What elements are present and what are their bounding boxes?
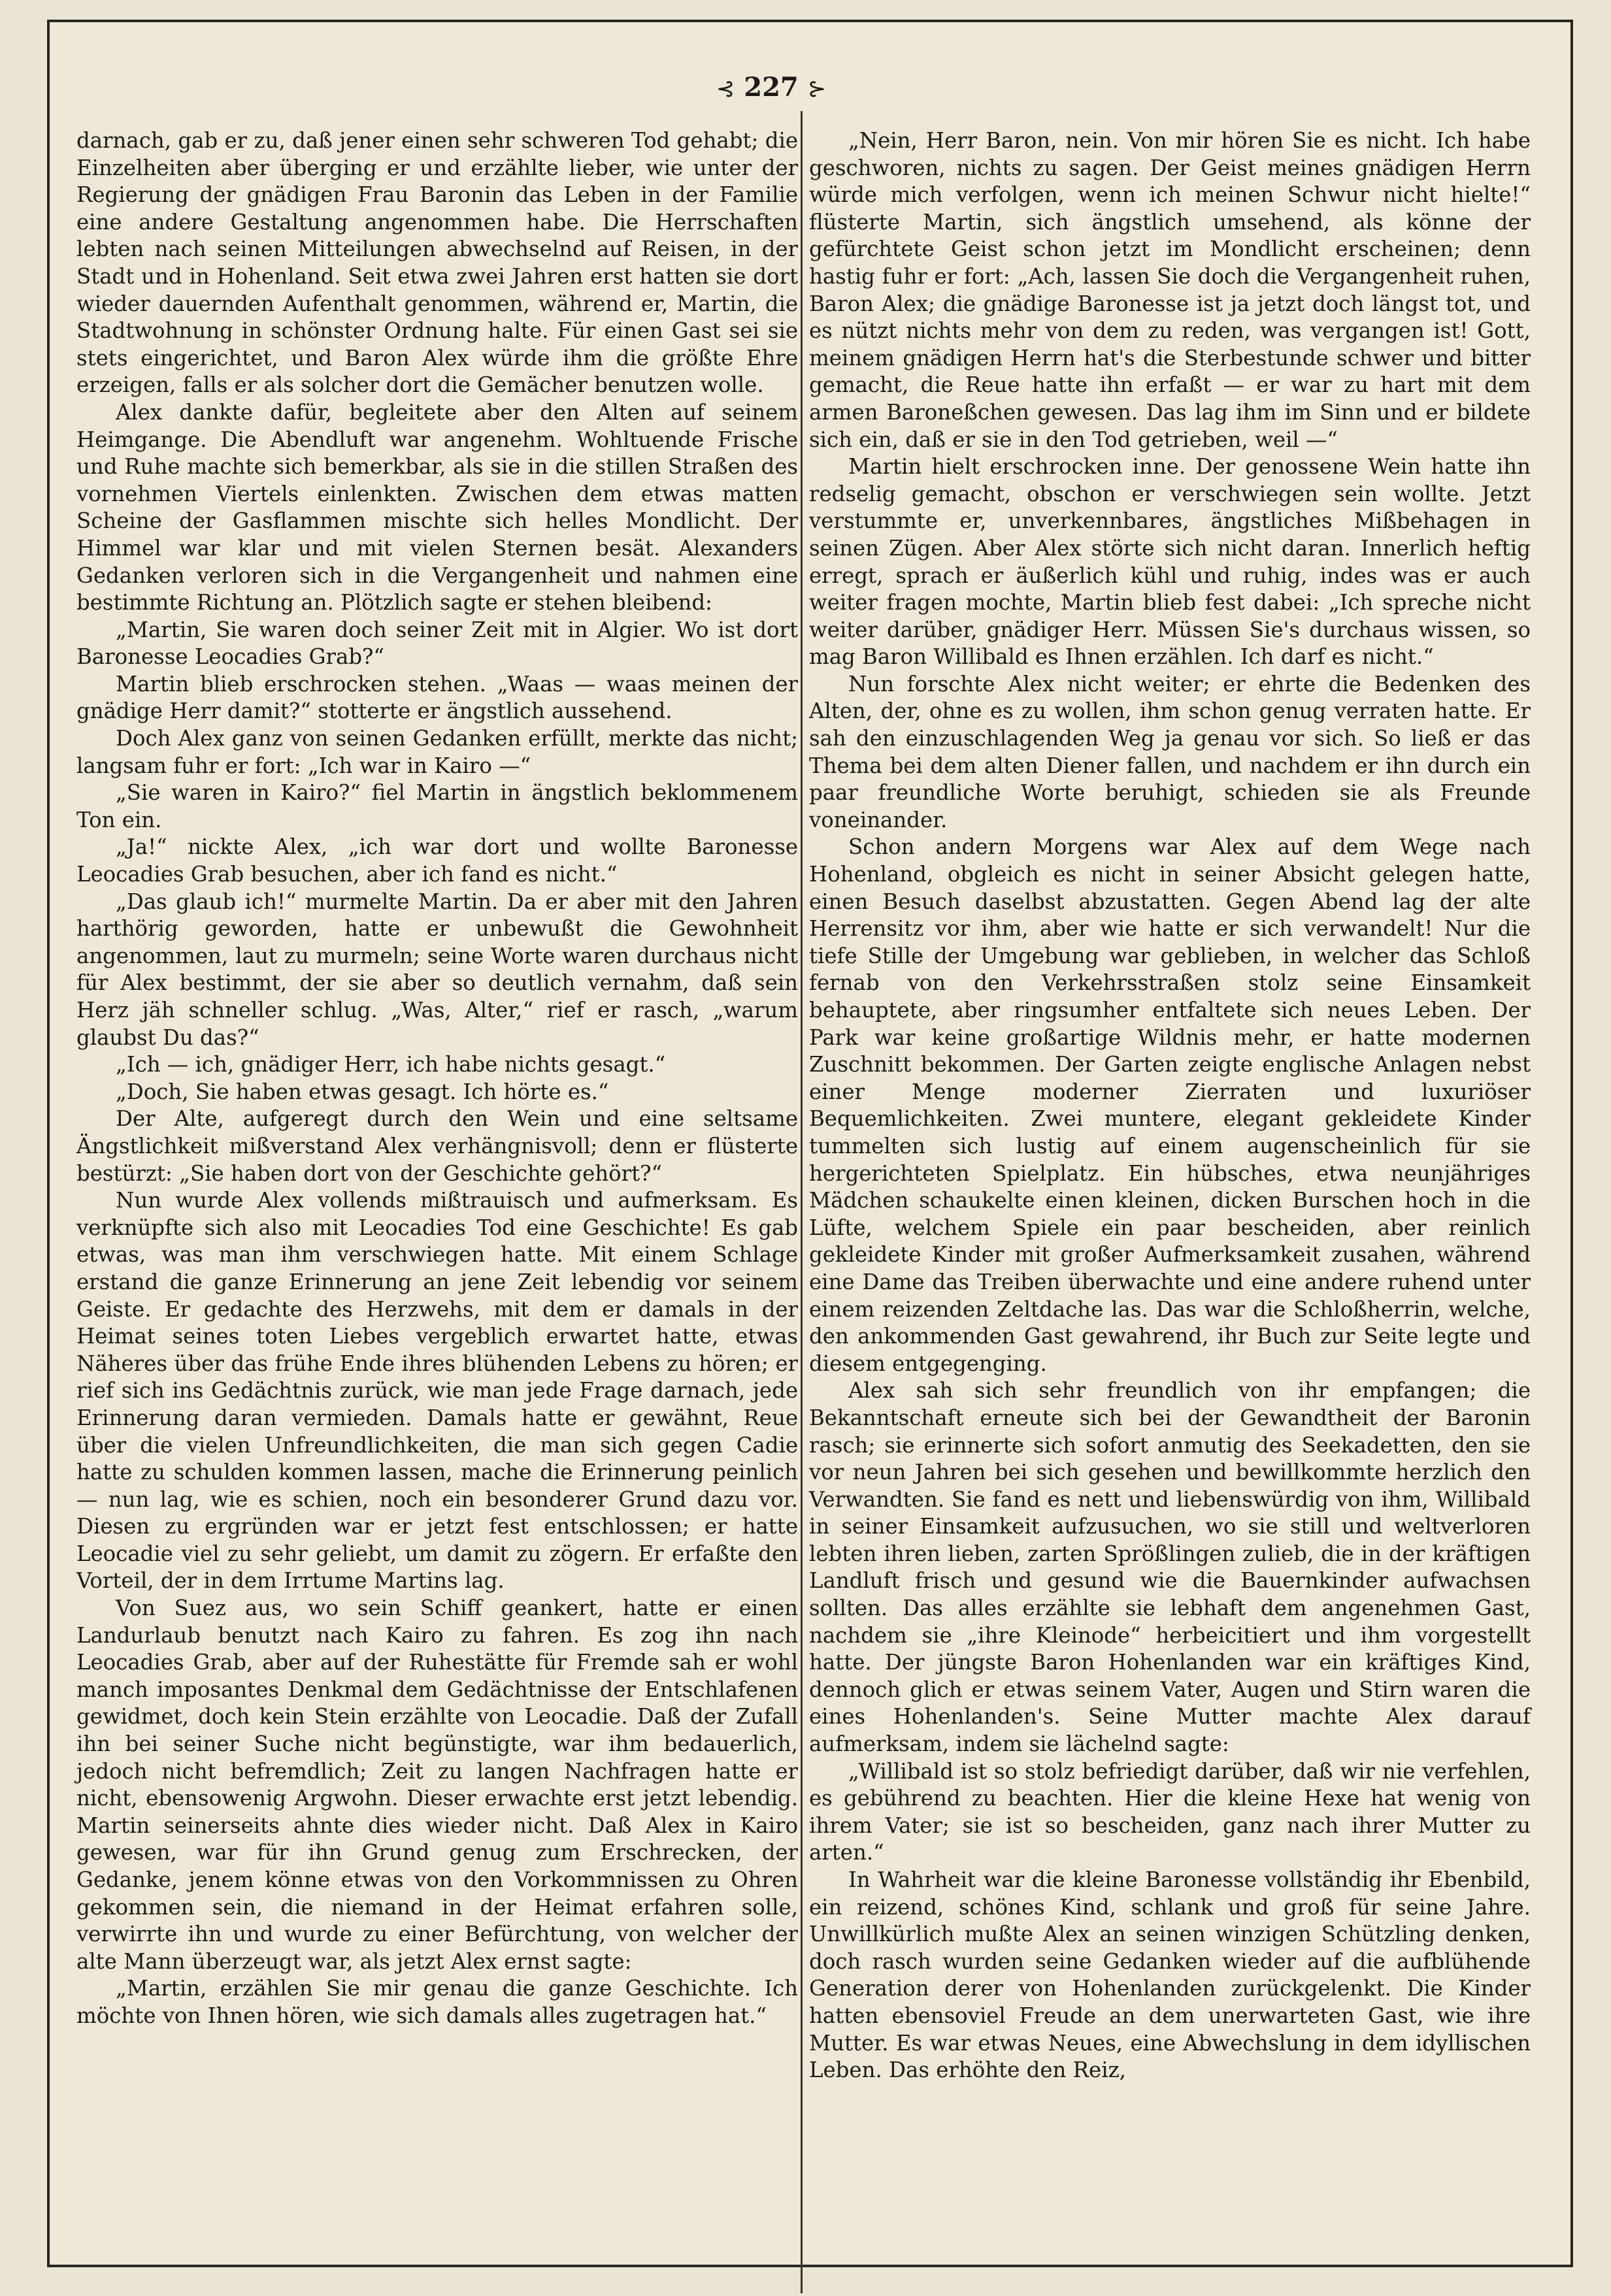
paragraph: „Das glaub ich!“ murmelte Martin. Da er aber mit den Jahren harthörig geworden, hatte er unbewußt die Gewohnheit angenommen, laut zu murmeln; seine Worte waren durchaus nicht für Alex bestimmt, der sie aber so deutlich vernahm, daß sein Herz jäh schneller schlug. „Was, Alter,“ rief er rasch, „warum glaubst Du das?“ bbox=[76, 889, 798, 1050]
paragraph: Alex dankte dafür, begleitete aber den Alten auf seinem Heimgange. Die Abendluft war angenehm. Wohltuende Frische und Ruhe machte sich bemerkbar, als sie in die stillen Straßen des vornehmen Viertels einlenkten. Zwischen dem etwas matten Scheine der Gasflammen mischte sich helles Mondlicht. Der Himmel war klar und mit vielen Sternen besät. Alexanders Gedanken verloren sich in die Vergangenheit und nahmen eine bestimmte Richtung an. Plötzlich sagte er stehen bleibend: bbox=[76, 399, 798, 615]
paragraph: Schon andern Morgens war Alex auf dem Wege nach Hohenland, obgleich es nicht in seiner Absicht gelegen hatte, einen Besuch daselbst abzustatten. Gegen Abend lag der alte Herrensitz vor ihm, aber wie hatte er sich verwandelt! Nur die tiefe Stille der Umgebung war geblieben, in welcher das Schloß fernab von den Verkehrsstraßen stolz seine Einsamkeit behauptete, aber ringsumher entfaltete sich neues Leben. Der Park war keine großartige Wildnis mehr, er hatte modernen Zuschnitt bekommen. Der Garten zeigte englische Anlagen nebst einer Menge moderner Zierraten und luxuriöser Bequemlichkeiten. Zwei muntere, elegant gekleidete Kinder tummelten sich lustig auf einem augenscheinlich für sie hergerichteten Spielplatz. Ein hübsches, etwa neunjähriges Mädchen schaukelte einen kleinen, dicken Burschen hoch in die Lüfte, welchem Spiele ein paar bescheiden, aber reinlich gekleidete Kinder mit großer Aufmerksamkeit zusahen, während eine Dame das Treiben überwachte und eine andere ruhend unter einem reizenden Zeltdache las. Das war die Schloßherrin, welche, den ankommenden Gast gewahrend, ihr Buch zur Seite legte und diesem entgegenging. bbox=[809, 834, 1531, 1376]
paragraph: Alex sah sich sehr freundlich von ihr empfangen; die Bekanntschaft erneute sich bei der Gewandtheit der Baronin rasch; sie erinnerte sich sofort anmutig des Seekadetten, den sie vor neun Jahren bei sich gesehen und bewillkommte herzlich den Verwandten. Sie fand es nett und liebenswürdig von ihm, Willibald in seiner Einsamkeit aufzusuchen, wo sie still und weltverloren lebten ihren lieben, zarten Sprößlingen zulieb, die in der kräftigen Landluft frisch und gesund wie die Bauernkinder aufwachsen sollten. Das alles erzählte sie lebhaft dem angenehmen Gast, nachdem sie „ihre Kleinode“ herbeicitiert und ihm vorgestellt hatte. Der jüngste Baron Hohenlanden war ein kräftiges Kind, dennoch glich er etwas seinem Vater, Augen und Stirn waren die eines Hohenlanden's. Seine Mutter machte Alex darauf aufmerksam, indem sie lächelnd sagte: bbox=[809, 1378, 1531, 1757]
ornament-left-icon: ⊰ bbox=[716, 76, 735, 102]
right-column bbox=[809, 127, 1531, 2084]
paragraph: „Nein, Herr Baron, nein. Von mir hören Sie es nicht. Ich habe geschworen, nichts zu sagen. Der Geist meines gnädigen Herrn würde mich verfolgen, wenn ich meinen Schwur nicht hielte!“ flüsterte Martin, sich ängstlich umsehend, als könne der gefürchtete Geist schon jetzt im Mondlicht erscheinen; denn hastig fuhr er fort: „Ach, lassen Sie doch die Vergangenheit ruhen, Baron Alex; die gnädige Baronesse ist ja jetzt doch längst tot, und es nützt nichts mehr von dem zu reden, was vergangen ist! Gott, meinem gnädigen Herrn hat's die Sterbestunde schwer und bitter gemacht, die Reue hatte ihn erfaßt — er war zu hart mit dem armen Baroneßchen gewesen. Das lag ihm im Sinn und er bildete sich ein, daß er sie in den Tod getrieben, weil —“ bbox=[809, 128, 1531, 452]
paragraph: „Sie waren in Kairo?“ fiel Martin in ängstlich beklommenem Ton ein. bbox=[76, 780, 798, 832]
paragraph: „Martin, Sie waren doch seiner Zeit mit in Algier. Wo ist dort Baronesse Leocadies Grab?“ bbox=[76, 617, 798, 670]
paragraph: Martin hielt erschrocken inne. Der genossene Wein hatte ihn redselig gemacht, obschon er verschwiegen sein wollte. Jetzt verstummte er, unverkennbares, ängstliches Mißbehagen in seinen Zügen. Aber Alex störte sich nicht daran. Innerlich heftig erregt, sprach er äußerlich kühl und ruhig, indes was er auch weiter fragen mochte, Martin blieb fest dabei: „Ich spreche nicht weiter darüber, gnädiger Herr. Müssen Sie's durchaus wissen, so mag Baron Willibald es Ihnen erzählen. Ich darf es nicht.“ bbox=[809, 454, 1531, 670]
paragraph: Der Alte, aufgeregt durch den Wein und eine seltsame Ängstlichkeit mißverstand Alex verhängnisvoll; denn er flüsterte bestürzt: „Sie haben dort von der Geschichte gehört?“ bbox=[76, 1106, 798, 1186]
paragraph: Von Suez aus, wo sein Schiff geankert, hatte er einen Landurlaub benutzt nach Kairo zu fahren. Es zog ihn nach Leocadies Grab, aber auf der Ruhestätte für Fremde sah er wohl manch imposantes Denkmal dem Gedächtnisse der Entschlafenen gewidmet, doch kein Stein erzählte von Leocadie. Daß der Zufall ihn bei seiner Suche nicht begünstigte, war ihm bedauerlich, jedoch nicht befremdlich; Zeit zu langen Nachfragen hatte er nicht, ebensowenig Argwohn. Dieser erwachte erst jetzt lebendig. Martin seinerseits ahnte dies wieder nicht. Daß Alex in Kairo gewesen, war für ihn Grund genug zum Erschrecken, der Gedanke, jenem könne etwas von den Vorkommnissen zu Ohren gekommen sein, die niemand in der Heimat erfahren solle, verwirrte ihn und wurde zu einer Befürchtung, von welcher der alte Mann überzeugt war, als jetzt Alex ernst sagte: bbox=[76, 1596, 798, 1974]
paragraph: „Doch, Sie haben etwas gesagt. Ich hörte es.“ bbox=[116, 1079, 609, 1104]
left-column bbox=[76, 127, 798, 2030]
column-divider bbox=[801, 111, 803, 2293]
page-number: 227 bbox=[744, 72, 799, 103]
paragraph: In Wahrheit war die kleine Baronesse vollständig ihr Ebenbild, ein reizend, schönes Kind, schlank und groß für seine Jahre. Unwillkürlich mußte Alex an seinen winzigen Schützling denken, doch rasch wurden seine Gedanken wieder auf die aufblühende Generation derer von Hohenlanden zurückgelenkt. Die Kinder hatten ebensoviel Freude an dem unerwarteten Gast, wie ihre Mutter. Es war etwas Neues, eine Abwechslung in dem idyllischen Leben. Das erhöhte den Reiz, bbox=[809, 1867, 1531, 2083]
paragraph: „Willibald ist so stolz befriedigt darüber, daß wir nie verfehlen, es gebührend zu beachten. Hier die kleine Hexe hat wenig von ihrem Vater; sie ist so bescheiden, ganz nach ihrer Mutter zu arten.“ bbox=[809, 1758, 1531, 1865]
paragraph: darnach, gab er zu, daß jener einen sehr schweren Tod gehabt; die Einzelheiten aber überging er und erzählte lieber, wie unter der Regierung der gnädigen Frau Baronin das Leben in der Familie eine andere Gestaltung angenommen habe. Die Herrschaften lebten nach seinen Mitteilungen abwechselnd auf Reisen, in der Stadt und in Hohenland. Seit etwa zwei Jahren erst hatten sie dort wieder dauernden Aufenthalt genommen, während er, Martin, die Stadtwohnung in schönster Ordnung halte. Für einen Gast sei sie stets eingerichtet, und Baron Alex würde ihm die größte Ehre erzeigen, falls er als solcher dort die Gemächer benutzen wolle. bbox=[76, 128, 798, 398]
paragraph: „Martin, erzählen Sie mir genau die ganze Geschichte. Ich möchte von Ihnen hören, wie sich damals alles zugetragen hat.“ bbox=[76, 1976, 798, 2028]
page-number-header bbox=[686, 72, 856, 103]
paragraph: „Ich — ich, gnädiger Herr, ich habe nichts gesagt.“ bbox=[116, 1052, 666, 1077]
ornament-right-icon: ⊱ bbox=[807, 76, 827, 102]
paragraph: Nun wurde Alex vollends mißtrauisch und aufmerksam. Es verknüpfte sich also mit Leocadies Tod eine Geschichte! Es gab etwas, was man ihm verschwiegen hatte. Mit einem Schlage erstand die ganze Erinnerung an jene Zeit lebendig vor seinem Geiste. Er gedachte des Herzwehs, mit dem er damals in der Heimat seines toten Liebes vergeblich erwartet hatte, etwas Näheres über das frühe Ende ihres blühenden Lebens zu hören; er rief sich ins Gedächtnis zurück, wie man jede Frage darnach, jede Erinnerung daran vermieden. Damals hatte er gewähnt, Reue über die vielen Unfreundlichkeiten, die man sich gegen Cadie hatte zu schulden kommen lassen, mache die Erinnerung peinlich — nun lag, wie es schien, noch ein besonderer Grund dazu vor. Diesen zu ergründen war er jetzt fest entschlossen; er hatte Leocadie viel zu sehr geliebt, um damit zu zögern. Er erfaßte den Vorteil, der in dem Irrtume Martins lag. bbox=[76, 1188, 798, 1594]
paragraph: Nun forschte Alex nicht weiter; er ehrte die Bedenken des Alten, der, ohne es zu wollen, ihm schon genug verraten hatte. Er sah den einzuschlagenden Weg ja genau vor sich. So ließ er das Thema bei dem alten Diener fallen, und nachdem er ihn durch ein paar freundliche Worte beruhigt, schieden sie als Freunde voneinander. bbox=[809, 671, 1531, 832]
paragraph: Doch Alex ganz von seinen Gedanken erfüllt, merkte das nicht; langsam fuhr er fort: „Ich war in Kairo —“ bbox=[76, 726, 798, 778]
paragraph: Martin blieb erschrocken stehen. „Waas — waas meinen der gnädige Herr damit?“ stotterte er ängstlich aussehend. bbox=[76, 671, 798, 724]
paragraph: „Ja!“ nickte Alex, „ich war dort und wollte Baronesse Leocadies Grab besuchen, aber ich fand es nicht.“ bbox=[76, 834, 798, 887]
